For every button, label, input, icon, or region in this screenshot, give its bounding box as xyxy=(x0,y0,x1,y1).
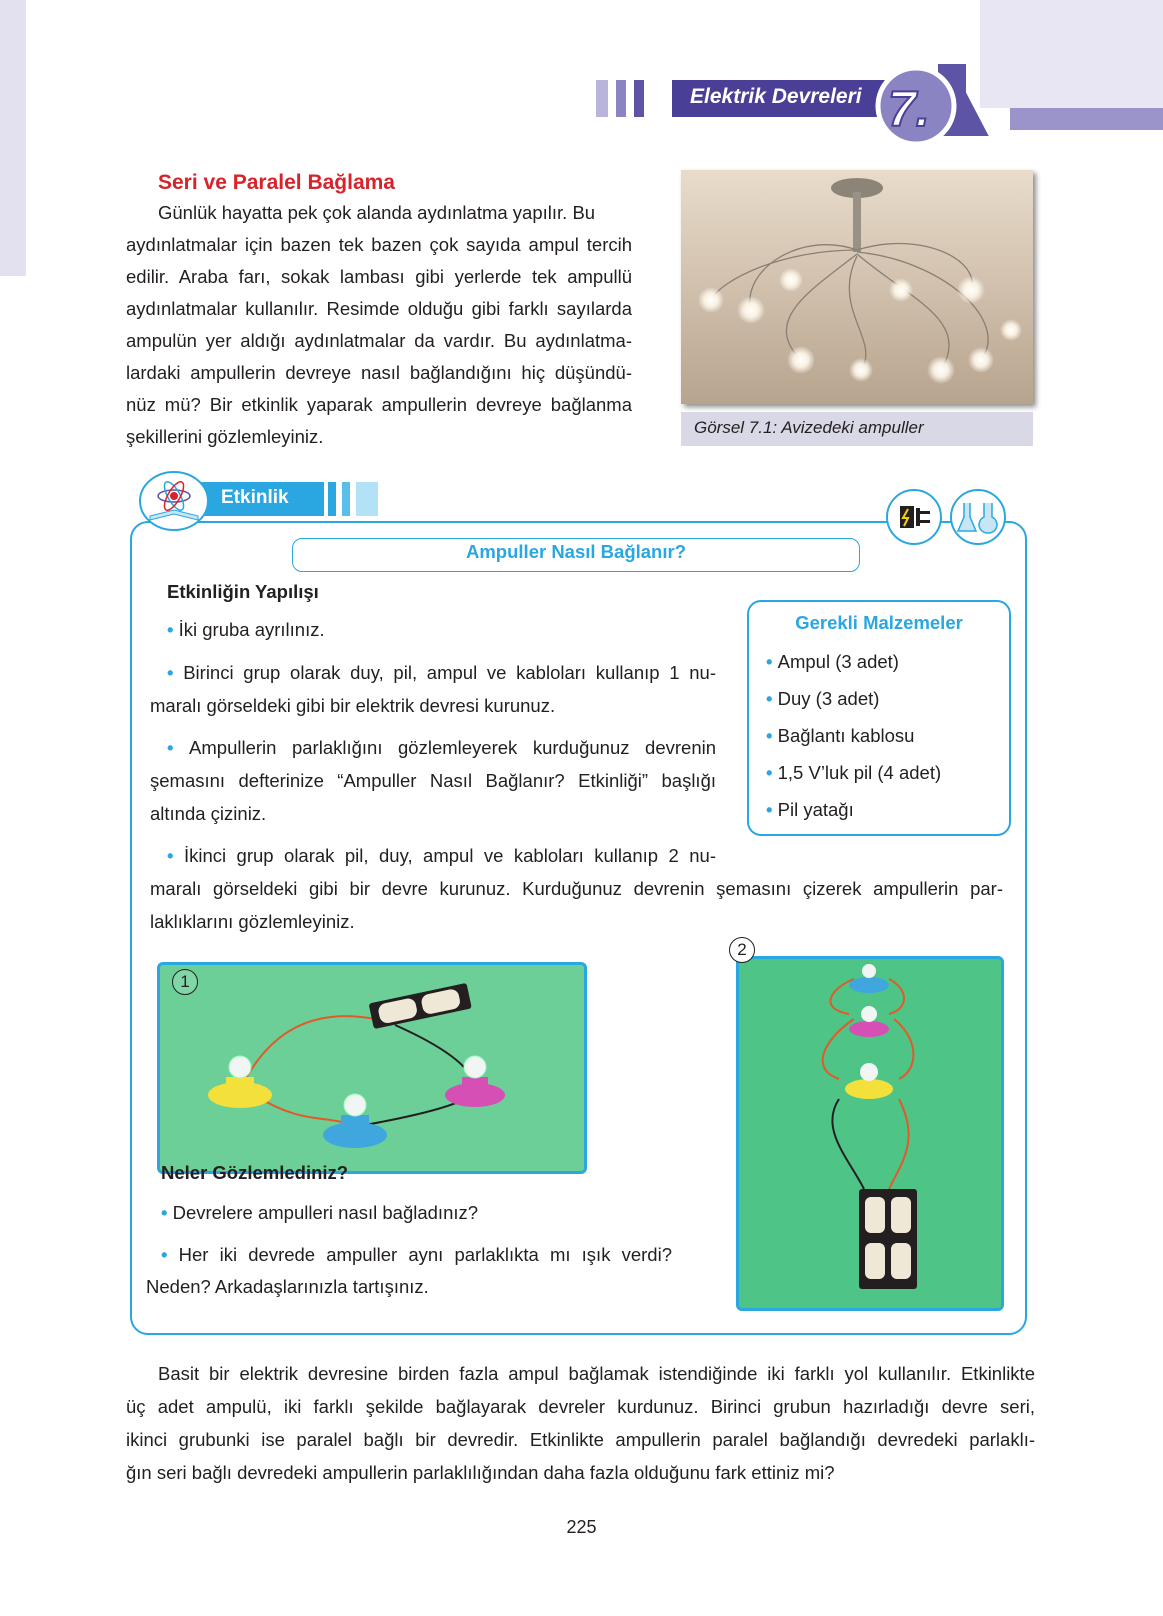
observation-question: Neden? Arkadaşlarınızla tartışınız. xyxy=(146,1276,429,1297)
tab-stripe xyxy=(356,482,378,516)
intro-line: nüz mü? Bir etkinlik yaparak ampullerin devreye bağlanma xyxy=(126,394,632,415)
step-1: • İki gruba ayrılınız. xyxy=(167,619,325,640)
intro-line: lardaki ampullerin devreye nasıl bağlandığını hiç düşündü- xyxy=(126,362,632,383)
header-stripe xyxy=(616,80,626,117)
intro-line: Günlük hayatta pek çok alanda aydınlatma yapılır. Bu xyxy=(158,202,596,223)
page-corner-band xyxy=(980,0,1163,108)
parallel-circuit-photo xyxy=(736,956,1004,1311)
page-side-band xyxy=(0,0,26,276)
conclusion-line: Basit bir elektrik devresine birden fazla ampul bağlamak istendiğinde iki farklı yol kullanılır. Etkinlikte xyxy=(158,1363,1035,1384)
header-line xyxy=(1010,108,1163,130)
chandelier-photo xyxy=(681,170,1033,404)
page-number: 225 xyxy=(566,1517,597,1537)
intro-line: edilir. Araba farı, sokak lambası gibi yerlerde tek ampullü xyxy=(126,266,632,287)
material-item: • 1,5 V’luk pil (4 adet) xyxy=(766,762,942,783)
material-item: • Bağlantı kablosu xyxy=(766,725,915,746)
material-item: • Pil yatağı xyxy=(766,799,854,820)
step-2-line: maralı görseldeki gibi bir elektrik devresi kurunuz. xyxy=(150,695,556,716)
intro-line: ampulün yer aldığı aydınlatmalar da vardır. Bu aydınlatma- xyxy=(126,330,632,351)
chapter-title: Elektrik Devreleri xyxy=(690,85,862,108)
observation-question: • Devrelere ampulleri nasıl bağladınız? xyxy=(161,1202,479,1223)
step-4-line: • İkinci grup olarak pil, duy, ampul ve kabloları kullanıp 2 nu- xyxy=(167,845,716,866)
conclusion-line: üç adet ampulü, iki farklı şekilde bağlayarak devreler kurdunuz. Birinci grubun hazırladığı devre seri, xyxy=(126,1396,1035,1417)
beakers-icon xyxy=(948,487,1008,547)
material-item: • Ampul (3 adet) xyxy=(766,651,899,672)
photo-1-number: 1 xyxy=(172,969,198,995)
atom-book-icon xyxy=(136,470,212,532)
step-3-line: • Ampullerin parlaklığını gözlemleyerek kurduğunuz devrenin xyxy=(167,737,717,758)
tab-stripe xyxy=(328,482,336,516)
observation-question: • Her iki devrede ampuller aynı parlaklıkta mı ışık verdi? xyxy=(161,1244,672,1265)
observations-heading: Neler Gözlemlediniz? xyxy=(161,1162,349,1183)
intro-line: aydınlatmalar için bazen tek bazen çok sayıda ampul tercih xyxy=(126,234,632,255)
header-stripe xyxy=(634,80,644,117)
series-circuit-photo xyxy=(157,962,587,1174)
activity-title: Ampuller Nasıl Bağlanır? xyxy=(466,541,686,562)
materials-heading: Gerekli Malzemeler xyxy=(795,612,963,633)
material-item: • Duy (3 adet) xyxy=(766,688,880,709)
flask-icon xyxy=(872,52,1002,146)
section-heading: Seri ve Paralel Bağlama xyxy=(158,171,395,194)
intro-line: aydınlatmalar kullanılır. Resimde olduğu gibi farklı sayılarda xyxy=(126,298,632,319)
step-2-line: • Birinci grup olarak duy, pil, ampul ve kabloları kullanıp 1 nu- xyxy=(167,662,716,683)
intro-line: şekillerini gözlemleyiniz. xyxy=(126,426,324,447)
header-stripe xyxy=(596,80,608,117)
tab-stripe xyxy=(342,482,350,516)
procedure-heading: Etkinliğin Yapılışı xyxy=(167,581,319,602)
step-3-line: şemasını defterinize “Ampuller Nasıl Bağlanır? Etkinliği” başlığı xyxy=(150,770,716,791)
chapter-number: 7. xyxy=(888,81,930,137)
step-4-line: laklıklarını gözlemleyiniz. xyxy=(150,911,355,932)
photo-2-number: 2 xyxy=(729,937,755,963)
conclusion-line: ikinci grubunki ise paralel bağlı bir devredir. Etkinlikte ampullerin paralel bağlandığı devredeki parlaklı- xyxy=(126,1429,1035,1450)
conclusion-line: ğın seri bağlı devredeki ampullerin parlaklılığından daha fazla olduğunu fark ettiniz mi? xyxy=(126,1462,835,1483)
plug-icon xyxy=(884,487,944,547)
step-3-line: altında çiziniz. xyxy=(150,803,267,824)
activity-label: Etkinlik xyxy=(221,487,289,508)
photo-caption: Görsel 7.1: Avizedeki ampuller xyxy=(694,418,924,437)
step-4-line: maralı görseldeki gibi bir devre kurunuz. Kurduğunuz devrenin şemasını çizerek ampullerin par- xyxy=(150,878,1003,899)
